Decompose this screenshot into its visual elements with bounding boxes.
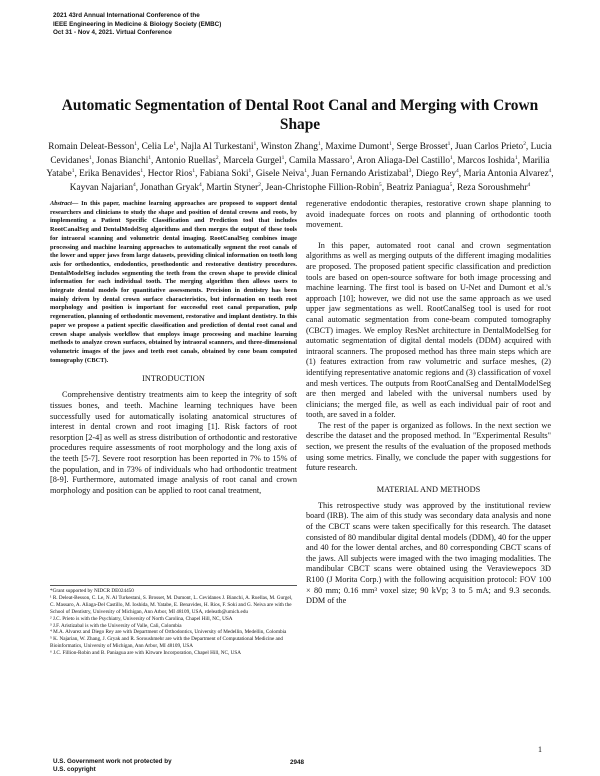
author-name: Reza Soroushmehr <box>456 182 528 193</box>
author-affiliation-mark: 1 <box>173 140 177 147</box>
author-name: Gisele Neiva <box>255 169 305 180</box>
author-affiliation-mark: 1 <box>253 140 257 147</box>
author-name: Erika Benavides <box>79 169 141 180</box>
author-name: Maria Antonia Alvarez <box>463 169 549 180</box>
author-affiliation-mark: 5 <box>379 181 382 188</box>
author-name: Beatriz Paniagua <box>386 182 450 193</box>
author-affiliation-mark: 1 <box>349 154 353 161</box>
page-number: 2948 <box>290 759 305 766</box>
author-affiliation-mark: 2 <box>523 140 526 147</box>
author-affiliation-mark: 1 <box>281 154 285 161</box>
author-name: Fabiana Soki <box>199 169 249 180</box>
introduction-paragraph-3: In this paper, automated root canal and crown segmentation algorithms as well as merging outputs of the different imaging modalities are proposed. The proposed patient specific classification and prediction tools are based on open-source software for both image processing and machine learning. The first tool is based on U-Net and Dumont et al.'s approach [10]; however, we did not use the same approach as we used upper jaw segmentations as well. RootCanalSeg tool is used for root canal automatic segmentation from cone-beam computed tomography (CBCT) images. We employ ResNet architecture in DentalModelSeg for automatic segmentation of digital dental models (DDM) acquired with intraoral scanners. The proposed method has three main steps which are (1) features extraction from raw volumetric and surface meshes, (2) identifying representative anatomic regions and (3) classification of voxel and mesh vertices. The outputs from RootCanalSeg and DentalModelSeg are then merged and labeled with the universal numbers used by clinicians; the merged file, as well as each individual pair of root and tooth, are saved in a folder. <box>306 240 551 420</box>
author-affiliation-mark: 1 <box>317 140 321 147</box>
author-name: Marcos Ioshida <box>457 155 515 166</box>
author-affiliation-mark: 1 <box>140 168 144 175</box>
footnote-affiliation-6: ⁶ J.C. Fillion-Robin and B. Paniagua are with Kitware Incorporation, Chapel Hill, NC, USA <box>50 650 241 657</box>
abstract <box>50 200 297 365</box>
left-column <box>50 200 297 496</box>
footnote-affiliation-2: ² J.C. Prieto is with the Psychiatry, University of North Carolina, Chapel Hill, NC, USA <box>50 615 233 622</box>
paper-title: Automatic Segmentation of Dental Root Canal and Merging with Crown Shape <box>61 97 539 133</box>
author-name: Winston Zhang <box>260 142 318 152</box>
author-affiliation-mark: 1 <box>447 140 451 147</box>
footnote-affiliation-1: ¹ R. Deleat-Besson, C. Le, N. Al Turkestani, S. Brosset, M. Dumont, L. Cevidanes J. Bianchi, A. Ruellas, M. Gurgel, C. Massaro, A. Aliaga-Del Castillo, M. Ioshida, M. Yatabe, E. Benavides, H. Rios, F. Soki and G. Neiva are with the School of Dentistry, University of Michigan, Ann Arbor, MI 48109, USA, rdeleatb@umich.edu <box>50 594 293 615</box>
author-name: Maxime Dumont <box>325 142 390 152</box>
footnote-affiliation-4: ⁴ M.A. Alvarez and Diego Rey are with Department of Orthodontics, University of Medellin, Medellin, Colombia <box>50 629 287 636</box>
abstract-label: Abstract <box>50 200 72 207</box>
author-affiliation-mark: 4 <box>527 181 531 188</box>
author-name: Serge Brosset <box>396 142 448 152</box>
author-name: Kayvan Najarian <box>69 182 134 193</box>
author-name: Camila Massaro <box>289 155 350 166</box>
abstract-text: — In this paper, machine learning approaches are proposed to support dental researchers and clinicians to study the shape and position of dental crowns and roots, by implementing a Patient Specific Classification and Prediction tool that includes RootCanalSeg and DentalModelSeg algorithms and then merges the output of these tools for intraoral scanning and volumetric dental imaging. RootCanalSeg combines image processing and machine learning approaches to automatically segment the root canals of the lower and upper jaws from large datasets, providing clinical information on tooth long axis for orthodontics, endodontics, prosthodontic and restorative dentistry procedures. DentalModelSeg includes segmenting the teeth from the crown shape to provide clinical information for each individual tooth. The merging algorithm then allows users to integrate dental models for quantitative assessments. Precision in dentistry has been mainly driven by dental crown surface characteristics, but information on tooth root morphology and position is important for successful root canal preparation, pulp regeneration, planning of orthodontic movement, restorative and implant dentistry. In this paper we propose a patient specific classification and prediction of dental root canal and crown shape analysis workflow that employs image processing and machine learning methods to analyze crown surfaces, obtained by intraoral scanners, and three-dimensional volumetric images of the jaws and teeth root canals, obtained by cone beam computed tomography (CBCT). <box>50 200 297 364</box>
footnote-grant: *Grant supported by NIDCR DE024450 <box>50 588 134 594</box>
footnote-affiliation-5: ⁵ K. Najarian, W. Zhang, J. Gryak and R. Soroushmehr are with the Department of Computational Medicine and Bioinformatics, University of Michigan, Ann Arbor, MI 48109, USA <box>50 636 284 650</box>
author-list: Romain Deleat-Besson$^1$, Celia Le$^1$, Najla Al Turkestani$^1$, Winston Zhang$^1$, Maxime Dumont$^1$, Serge Brosset$^1$, Juan Carlos Prieto$^2$, Lucia Cevidanes$^1$, Jonas Bianchi$^1$, Antonio Ruellas$^2$, Marcela Gurgel$^1$, Camila Massaro$^1$, Aron Aliaga-Del Castillo$^1$, Marcos Ioshida$^1$, Marilia Yatabe$^1$, Erika Benavides$^1$, Hector Rios$^1$, Fabiana Soki$^1$, Gisele Neiva$^1$, Juan Fernando Aristizabal$^3$, Diego Rey$^4$, Maria Antonia Alvarez$^4$, Kayvan Najarian$^4$, Jonathan Gryak$^4$, Martin Styner$^2$, Jean-Christophe Fillion-Robin$^5$, Beatriz Paniagua$^5$, Reza Soroushmehr$^4$ <box>46 140 554 193</box>
introduction-paragraph-2: regenerative endodontic therapies, restorative crown shape planning to avoid inadequate forces on roots and planning of orthodontic tooth movement. <box>306 199 551 230</box>
conference-header-line-1: 2021 43rd Annual International Conference of the <box>53 12 200 19</box>
author-name: Lucia Cevidanes <box>50 142 552 166</box>
conference-header <box>53 12 221 38</box>
author-name: Jean-Christophe Fillion-Robin <box>265 182 380 193</box>
author-name: Marilia Yatabe <box>46 155 550 180</box>
author-name: Juan Fernando Aristizabal <box>311 169 409 180</box>
author-name: Celia Le <box>141 142 174 152</box>
author-affiliation-mark: 3 <box>408 168 412 175</box>
author-affiliation-mark: 4 <box>548 168 552 175</box>
author-affiliation-mark: 1 <box>148 154 152 161</box>
author-affiliation-mark: 1 <box>192 168 196 175</box>
author-affiliation-mark: 4 <box>456 168 459 175</box>
author-name: Hector Rios <box>147 169 193 180</box>
introduction-heading: INTRODUCTION <box>142 374 205 384</box>
copyright-line-1: U.S. Government work not protected by <box>53 758 172 765</box>
author-affiliation-mark: 1 <box>450 154 453 161</box>
materials-paragraph-1: This retrospective study was approved by the institutional review board (IRB). The aim of this study was secondary data analysis and none of the CBCT scans were taken specifically for this research. The dataset consisted of 80 mandibular digital dental models (DDM), 40 for the upper and 40 for the lower dental arches, and 80 corresponding CBCT scans of the jaws. All subjects were imaged with the two imaging modalities. The mandibular CBCT scans were obtained using the Veraviewepocs 3D R100 (J Morita Corp.) with the following acquisition protocol: FOV 100 × 80 mm; 0.16 mm³ voxel size; 90 kVp; 3 to 5 mA; and 9.3 seconds. DDM of the <box>306 500 551 606</box>
conference-header-line-2: IEEE Engineering in Medicine & Biology Society (EMBC) <box>53 20 222 28</box>
author-affiliation-mark: 1 <box>89 154 92 161</box>
author-name: Antonio Ruellas <box>155 155 216 166</box>
footnotes <box>50 585 297 657</box>
author-affiliation-mark: 1 <box>514 154 518 161</box>
author-affiliation-mark: 5 <box>449 181 453 188</box>
author-affiliation-mark: 1 <box>389 140 392 147</box>
author-name: Romain Deleat-Besson <box>48 142 135 152</box>
author-name: Jonathan Gryak <box>140 182 200 193</box>
introduction-paragraph-4: The rest of the paper is organized as follows. In the next section we describe the dataset and the proposed method. In "Experimental Results" section, we present the results of the evaluation of the proposed methods using some metrics. Finally, we conclude the paper with suggestions for future research. <box>306 420 551 473</box>
conference-header-line-3: Oct 31 - Nov 4, 2021. Virtual Conference <box>53 29 172 37</box>
author-name: Juan Carlos Prieto <box>455 142 524 152</box>
author-affiliation-mark: 1 <box>134 140 137 147</box>
footnote-affiliation-3: ³ J.F. Aristizabal is with the University of Valle, Cali, Colombia <box>50 622 182 629</box>
author-affiliation-mark: 2 <box>215 154 219 161</box>
author-affiliation-mark: 4 <box>133 181 136 188</box>
column-number: 1 <box>538 745 542 754</box>
author-affiliation-mark: 1 <box>71 168 75 175</box>
author-name: Diego Rey <box>415 169 457 180</box>
author-name: Aron Aliaga-Del Castillo <box>356 155 450 166</box>
right-column <box>306 199 551 607</box>
author-name: Najla Al Turkestani <box>180 142 254 152</box>
author-affiliation-mark: 1 <box>304 168 307 175</box>
copyright-line-2: U.S. copyright <box>53 765 96 773</box>
author-affiliation-mark: 1 <box>248 168 252 175</box>
materials-heading: MATERIAL AND METHODS <box>376 484 481 494</box>
introduction-paragraph-1: Comprehensive dentistry treatments aim to keep the integrity of soft tissues bones, and teeth. Machine learning techniques have been successfully used for automatically isolating anatomical structures of interest in dental crown and root imaging [1]. Risk factors of root resorption [2-4] as well as stress distribution of orthodontic and restorative procedures require assessments of root morphology and the long axis of the teeth [5-7]. Severe root resorption has been reported in 7% to 15% of the population, and in 73% of individuals who had orthodontic treatment [8-9]. Furthermore, automated image analysis of root canal and crown morphology and position can be applied to root canal treatment, <box>50 390 297 495</box>
author-name: Marcela Gurgel <box>223 155 282 166</box>
copyright-notice <box>53 758 172 773</box>
author-name: Martin Styner <box>206 182 259 193</box>
author-affiliation-mark: 4 <box>199 181 202 188</box>
author-affiliation-mark: 2 <box>258 181 261 188</box>
author-name: Jonas Bianchi <box>96 155 149 166</box>
